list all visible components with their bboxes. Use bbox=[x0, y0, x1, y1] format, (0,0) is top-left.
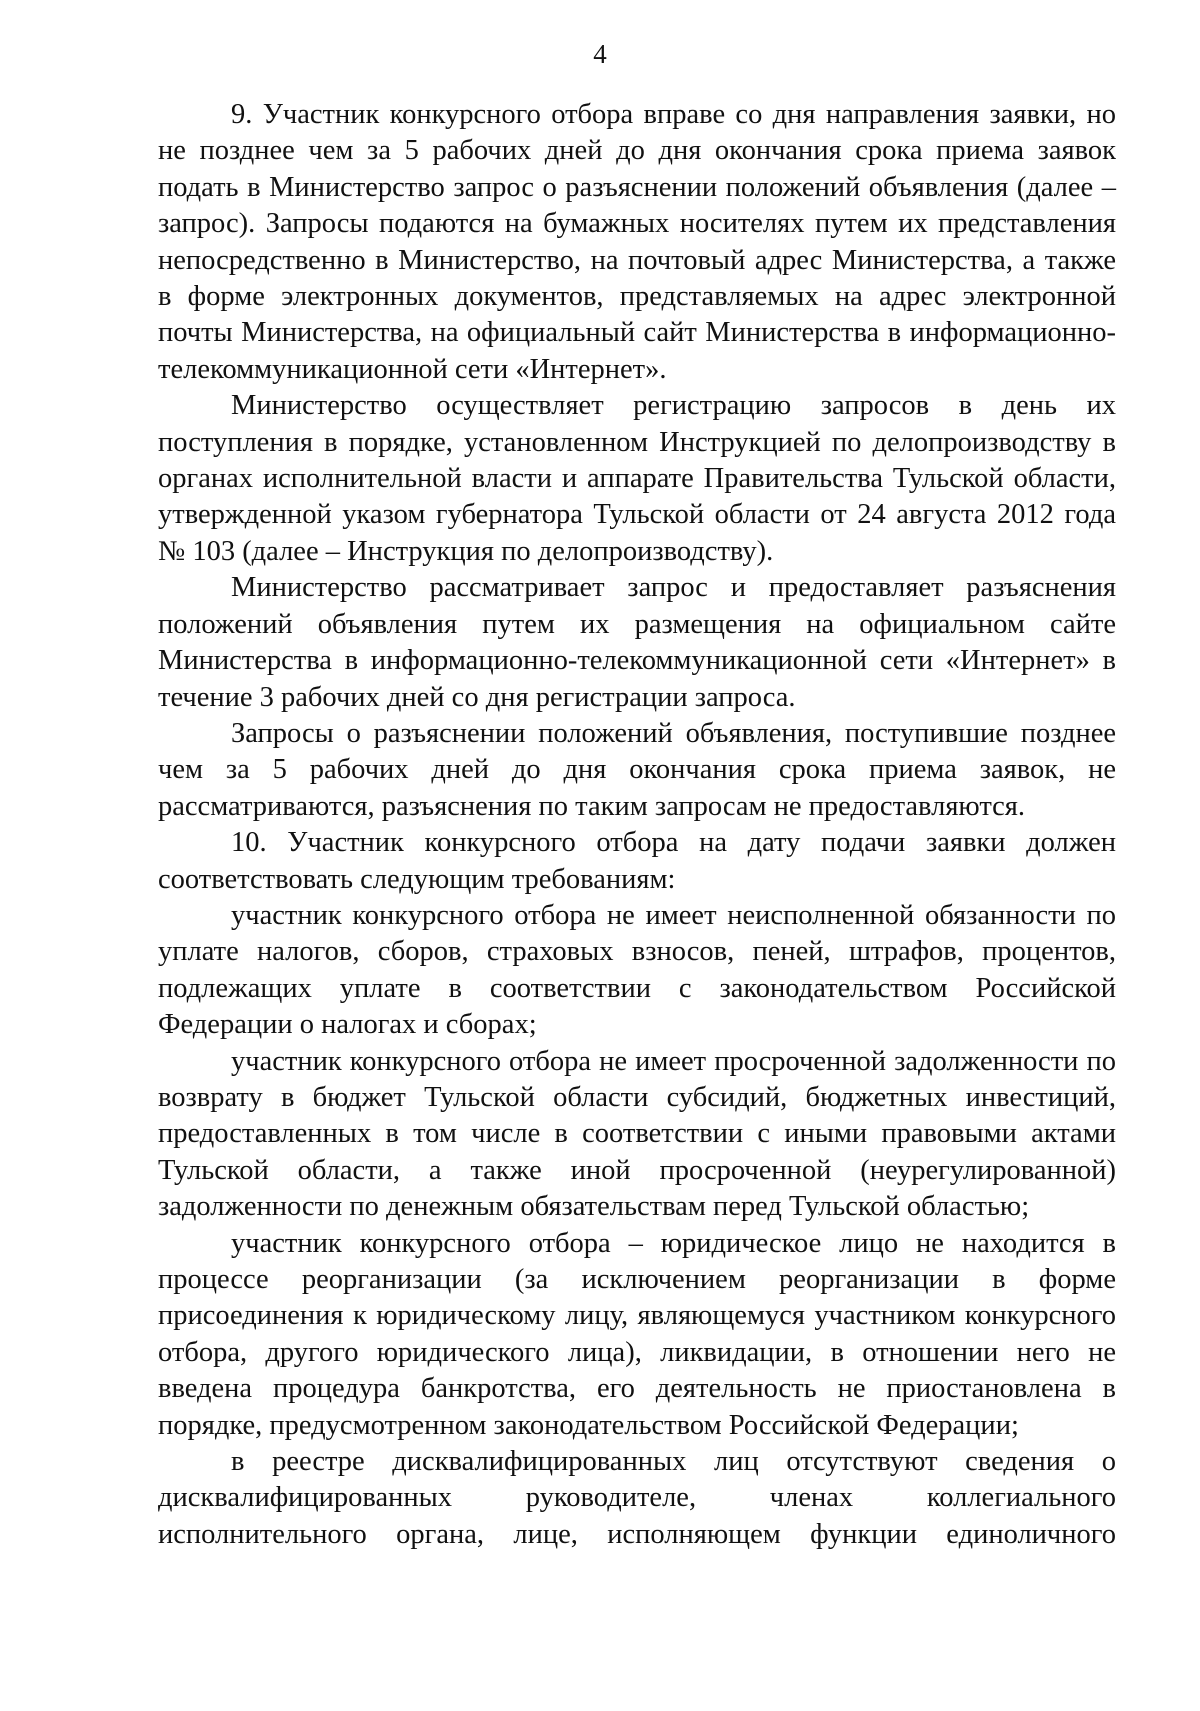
paragraph-request-review: Министерство рассматривает запрос и предоставляет разъяснения положений объявления путем их размещения на официальном сайте Министерства в информационно-телекоммуникационной сети «Интернет» в течение 3 рабочих дней со дня регистрации запроса. bbox=[158, 572, 1116, 713]
paragraph-request-registration: Министерство осуществляет регистрацию запросов в день их поступления в порядке, установленном Инструкцией по делопроизводству в органах исполнительной власти и аппарате Правительства Тульской области, утвержденной указом губернатора Тульской области от 24 августа 2012 года № 103 (далее – Инструкция по делопроизводству). bbox=[158, 390, 1116, 567]
paragraph-9-clarification-request: 9. Участник конкурсного отбора вправе со дня направления заявки, но не позднее чем за 5 рабочих дней до дня окончания срока приема заявок подать в Министерство запрос о разъяснении положений объявления (далее – запрос). Запросы подаются на бумажных носителях путем их представления непосредственно в Министерство, на почтовый адрес Министерства, а также в форме электронных документов, представляемых на адрес электронной почты Министерства, на официальный сайт Министерства в информационно-телекоммуникационной сети «Интернет». bbox=[158, 99, 1116, 385]
paragraph-no-tax-debt: участник конкурсного отбора не имеет неисполненной обязанности по уплате налогов, сборов, страховых взносов, пеней, штрафов, процентов, подлежащих уплате в соответствии с законодательством Российской Федерации о налогах и сборах; bbox=[158, 899, 1116, 1041]
page-number: 4 bbox=[593, 39, 607, 69]
paragraph-disqualified-persons: в реестре дисквалифицированных лиц отсутствуют сведения о дисквалифицированных руководителе, членах коллегиального исполнительного органа, лице, исполняющем функции единоличного bbox=[158, 1446, 1116, 1550]
paragraph-no-overdue-debt: участник конкурсного отбора не имеет просроченной задолженности по возврату в бюджет Тульской области субсидий, бюджетных инвестиций, предоставленных в том числе в соответствии с иными правовыми актами Тульской области, а также иной просроченной (неурегулированной) задолженности по денежным обязательствам перед Тульской областью; bbox=[158, 1045, 1116, 1223]
paragraph-no-reorganization: участник конкурсного отбора – юридическое лицо не находится в процессе реорганизации (за исключением реорганизации в форме присоединения к юридическому лицу, являющемуся участником конкурсного отбора, другого юридического лица), ликвидации, в отношении него не введена процедура банкротства, его деятельность не приостановлена в порядке, предусмотренном законодательством Российской Федерации; bbox=[158, 1227, 1116, 1441]
paragraph-late-requests: Запросы о разъяснении положений объявления, поступившие позднее чем за 5 рабочих дней до дня окончания срока приема заявок, не рассматриваются, разъяснения по таким запросам не предоставляются. bbox=[158, 717, 1116, 822]
paragraph-10-requirements: 10. Участник конкурсного отбора на дату подачи заявки должен соответствовать следующим требованиям: bbox=[158, 827, 1116, 895]
document-body bbox=[158, 97, 1116, 1553]
